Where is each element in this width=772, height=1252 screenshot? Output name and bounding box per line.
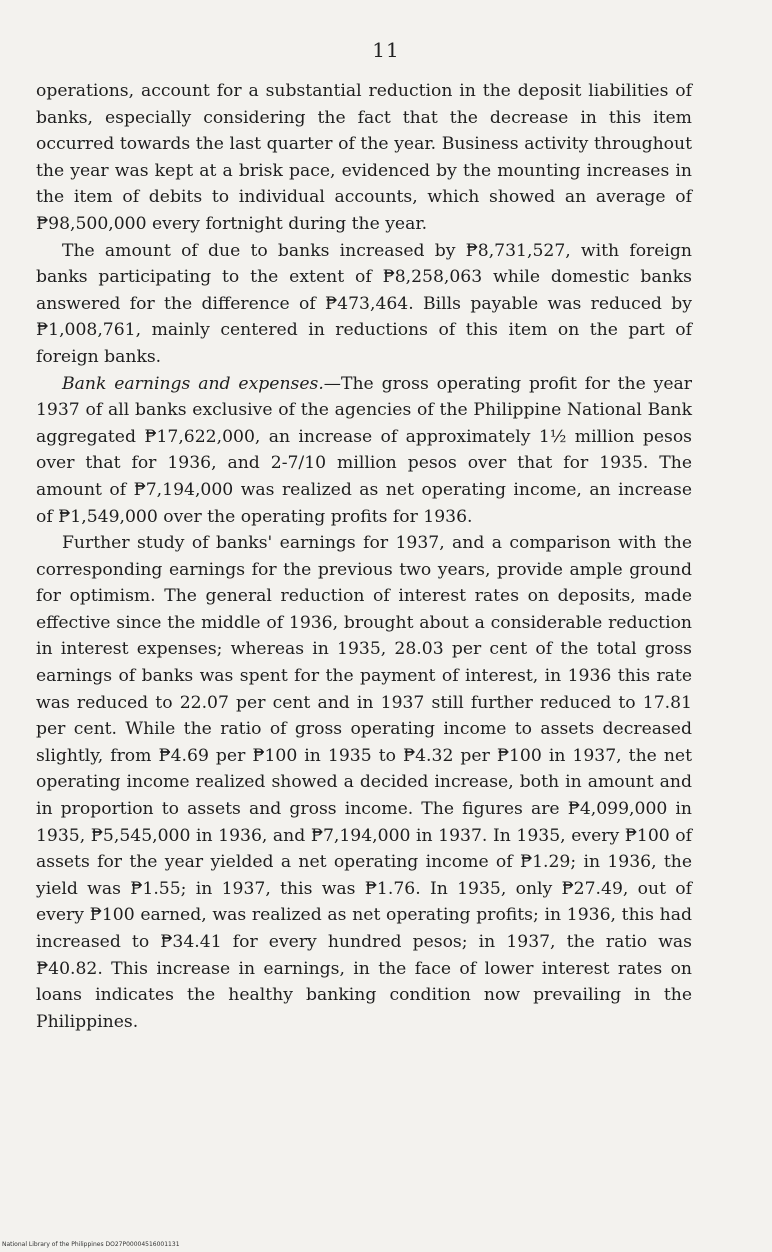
- paragraph-3-text: —The gross operating profit for the year 1937 of all banks exclusive of the agencies of the Philippine National Bank aggregated ₱17,622,000, an increase of approximately 1½ million pesos over that for 1936, and 2-7/10 million pesos over that for 1935. The amount of ₱7,194,000 was realized as net operating income, an increase of ₱1,549,000 over the operating profits for 1936.: [36, 373, 692, 527]
- paragraph-3: [36, 371, 692, 531]
- page-number: 11: [372, 38, 400, 62]
- section-run-in-heading: Bank earnings and expenses.: [62, 373, 324, 394]
- body-text: [36, 78, 692, 1035]
- paragraph-1: operations, account for a substantial reduction in the deposit liabilities of banks, especially considering the fact that the decrease in this item occurred towards the last quarter of the year. Business activity throughout the year was kept at a brisk pace, evidenced by the mounting increases in the item of debits to individual accounts, which showed an average of ₱98,500,000 every fortnight during the year.: [36, 81, 692, 234]
- paragraph-4: Further study of banks' earnings for 1937, and a comparison with the corresponding earnings for the previous two years, provide ample ground for optimism. The general reduction of interest rates on deposits, made effective since the middle of 1936, brought about a considerable reduction in interest expenses; whereas in 1935, 28.03 per cent of the total gross earnings of banks was spent for the payment of interest, in 1936 this rate was reduced to 22.07 per cent and in 1937 still further reduced to 17.81 per cent. While the ratio of gross operating income to assets decreased slightly, from ₱4.69 per ₱100 in 1935 to ₱4.32 per ₱100 in 1937, the net operating income realized showed a decided increase, both in amount and in proportion to assets and gross income. The figures are ₱4,099,000 in 1935, ₱5,545,000 in 1936, and ₱7,194,000 in 1937. In 1935, every ₱100 of assets for the year yielded a net operating income of ₱1.29; in 1936, the yield was ₱1.55; in 1937, this was ₱1.76. In 1935, only ₱27.49, out of every ₱100 earned, was realized as net operating profits; in 1936, this had increased to ₱34.41 for every hundred pesos; in 1937, the ratio was ₱40.82. This increase in earnings, in the face of lower interest rates on loans indicates the healthy banking condition now prevailing in the Philippines.: [36, 533, 692, 1032]
- archive-footer: National Library of the Philippines DO27P00004516001131: [2, 1241, 180, 1248]
- paragraph-2: The amount of due to banks increased by ₱8,731,527, with foreign banks participating to the extent of ₱8,258,063 while domestic banks answered for the difference of ₱473,464. Bills payable was reduced by ₱1,008,761, mainly centered in reductions of this item on the part of foreign banks.: [36, 240, 692, 367]
